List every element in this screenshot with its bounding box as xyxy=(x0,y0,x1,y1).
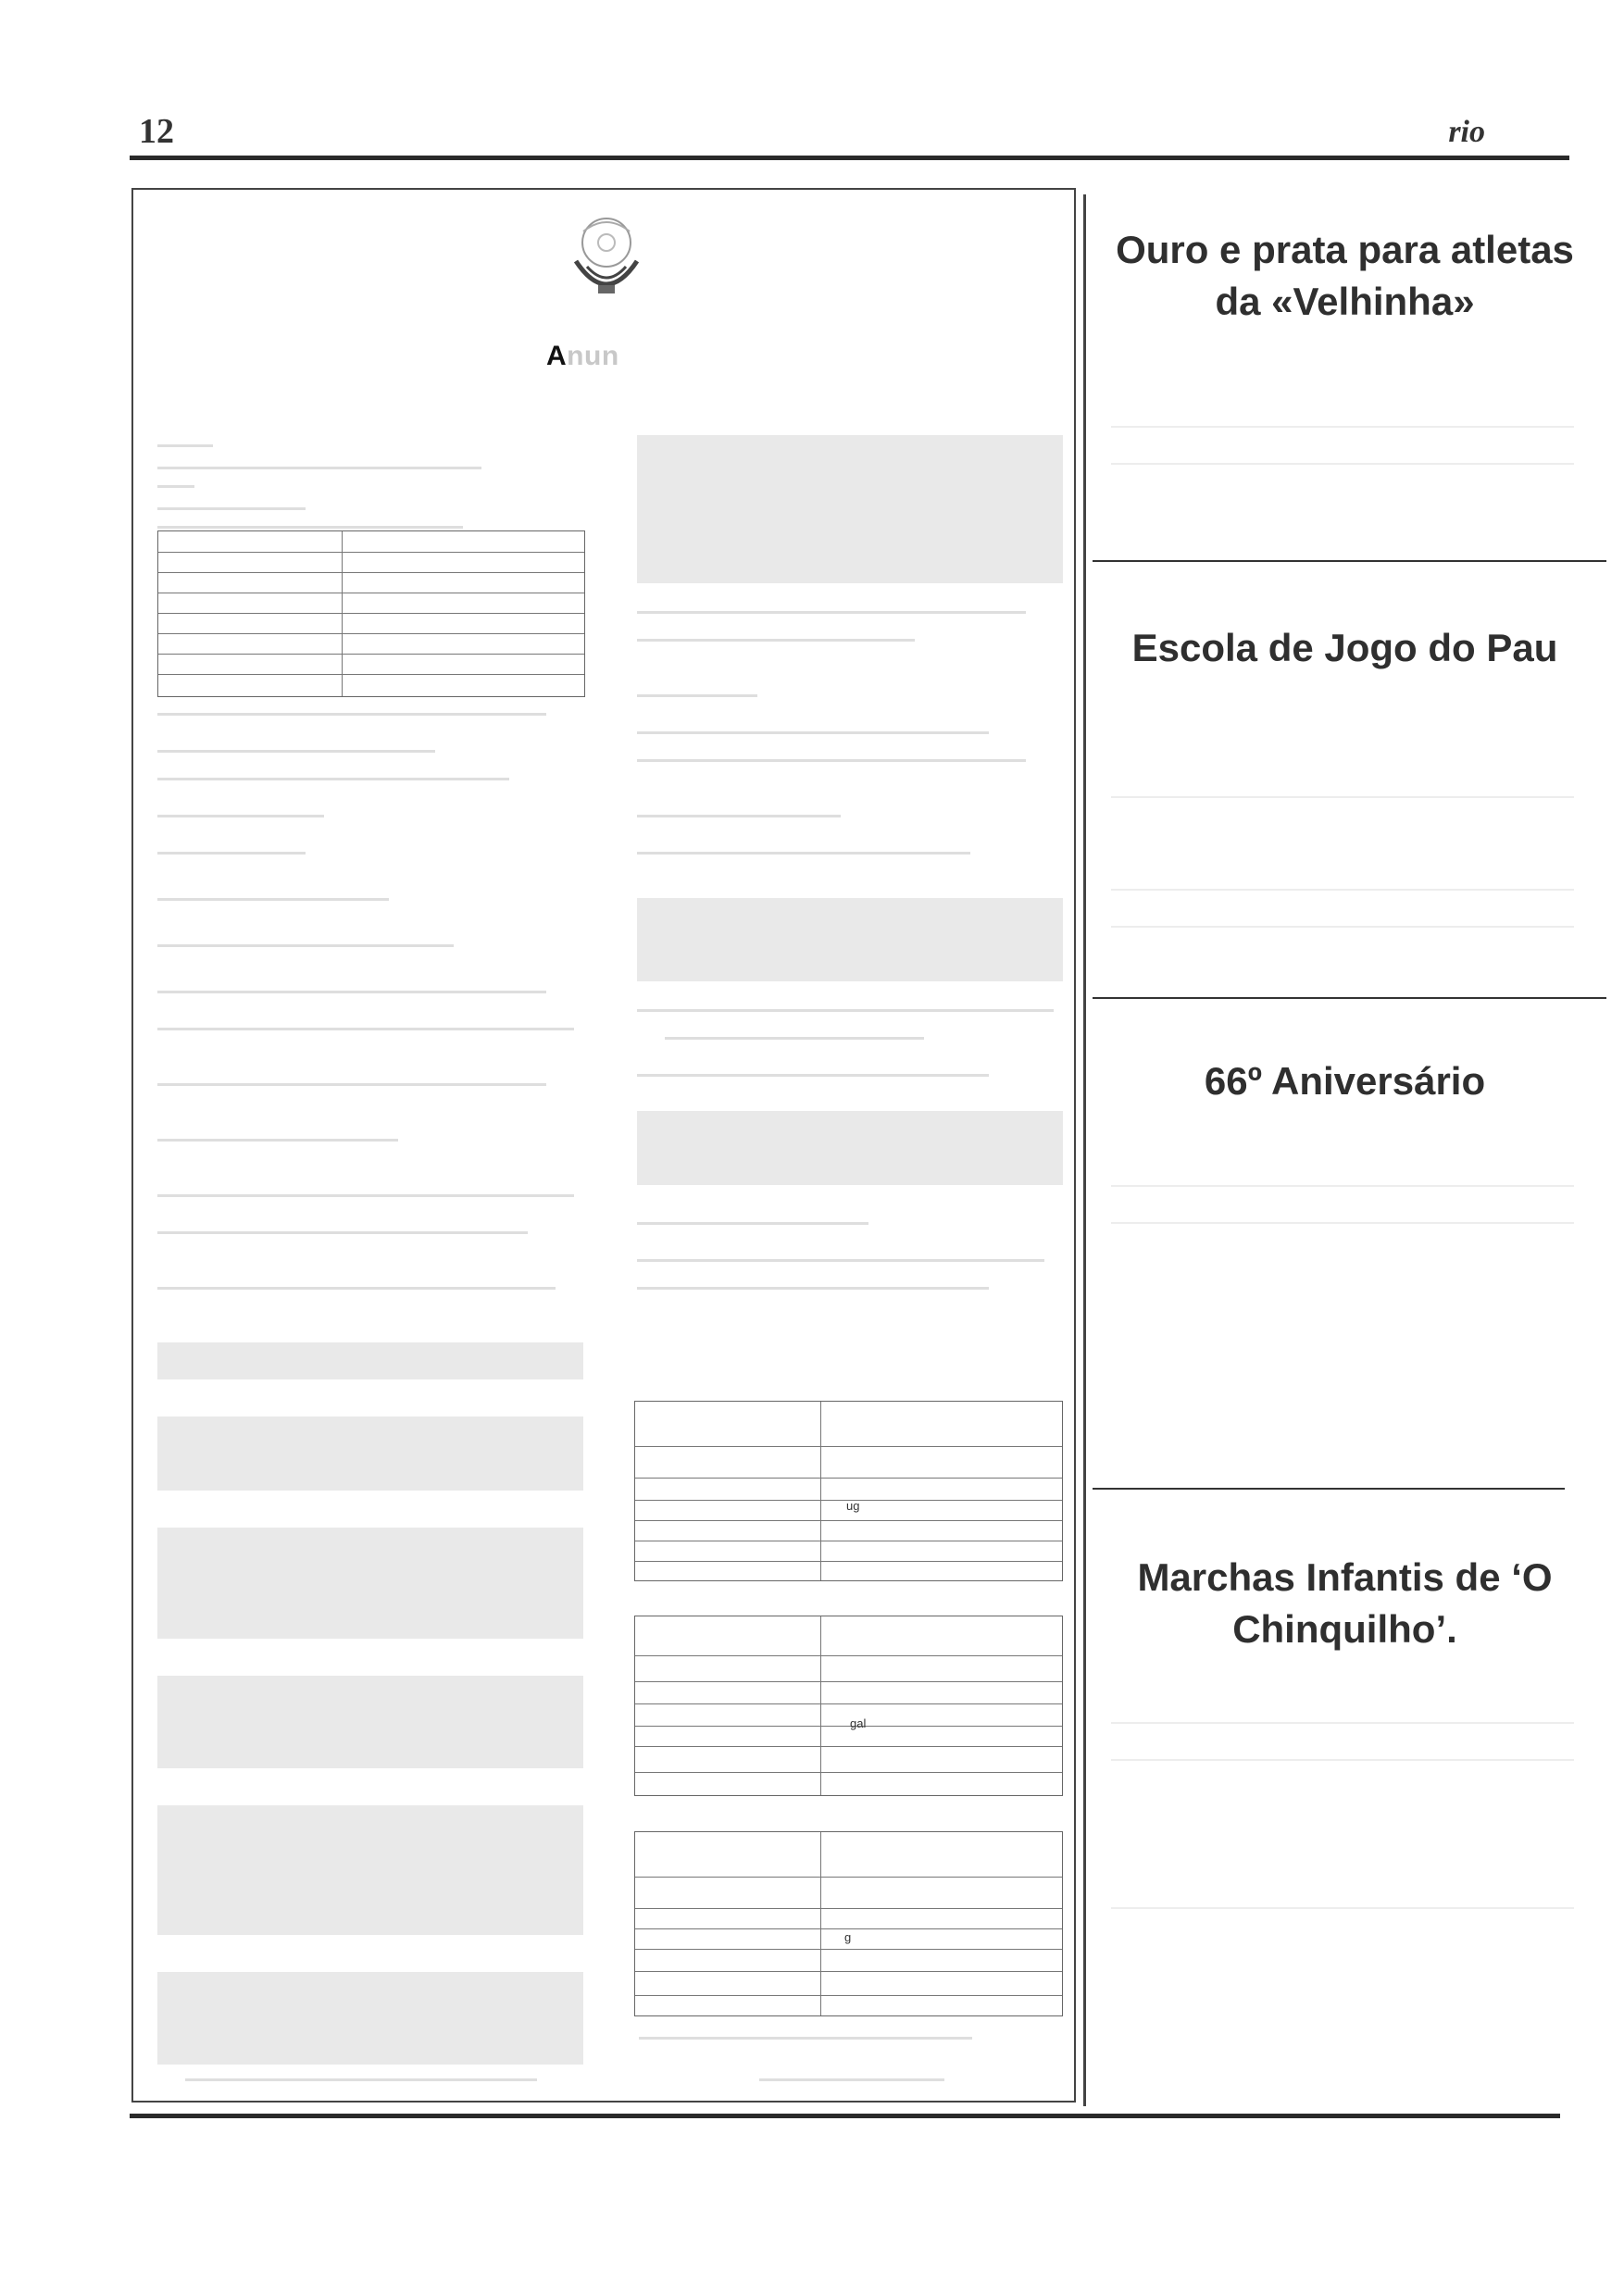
sidebar-divider xyxy=(1093,1488,1565,1490)
sidebar-faint-line xyxy=(1111,796,1574,798)
document-frame-double-border xyxy=(1083,194,1086,2106)
sidebar-faint-line xyxy=(1111,1185,1574,1187)
footer-rule xyxy=(130,2114,1560,2118)
header-rule xyxy=(130,156,1569,160)
sidebar-faint-line xyxy=(1111,1907,1574,1909)
page-number: 12 xyxy=(139,112,174,151)
document-title-faded: nun xyxy=(567,341,619,371)
document-table-right-2 xyxy=(634,1616,1063,1796)
headline-marchas-infantis[interactable]: Marchas Infantis de ‘O Chinquilho’. xyxy=(1137,1555,1553,1651)
headline-66-aniversario[interactable]: 66º Aniversário xyxy=(1204,1059,1486,1103)
document-footer-line xyxy=(639,2037,972,2040)
sidebar-faint-line xyxy=(1111,926,1574,928)
document-body-left-paragraphs xyxy=(157,713,593,2083)
sidebar-faint-line xyxy=(1111,889,1574,891)
headline-ouro-prata[interactable]: Ouro e prata para atletas da «Velhinha» xyxy=(1116,228,1574,323)
document-table-left xyxy=(157,530,585,697)
document-footer-line xyxy=(759,2078,944,2081)
table-mark: gal xyxy=(850,1716,867,1730)
sidebar-faint-line xyxy=(1111,426,1574,428)
sidebar-faint-line xyxy=(1111,1722,1574,1724)
document-table-right-3 xyxy=(634,1831,1063,2016)
sidebar-faint-line xyxy=(1111,1222,1574,1224)
municipal-emblem-icon xyxy=(556,206,657,307)
sidebar-faint-line xyxy=(1111,1759,1574,1761)
sidebar-divider xyxy=(1093,997,1606,999)
masthead-title: rio xyxy=(1448,115,1485,149)
sidebar-divider xyxy=(1093,560,1606,562)
table-mark: ug xyxy=(846,1499,860,1513)
document-body-right-column xyxy=(637,435,1072,1361)
document-title xyxy=(546,341,619,372)
sidebar-faint-line xyxy=(1111,463,1574,465)
document-title-initial: A xyxy=(546,341,568,371)
document-table-right-1 xyxy=(634,1401,1063,1581)
document-footer-line xyxy=(185,2078,537,2081)
headline-escola-jogo-pau[interactable]: Escola de Jogo do Pau xyxy=(1131,626,1558,669)
table-mark: g xyxy=(844,1930,852,1944)
